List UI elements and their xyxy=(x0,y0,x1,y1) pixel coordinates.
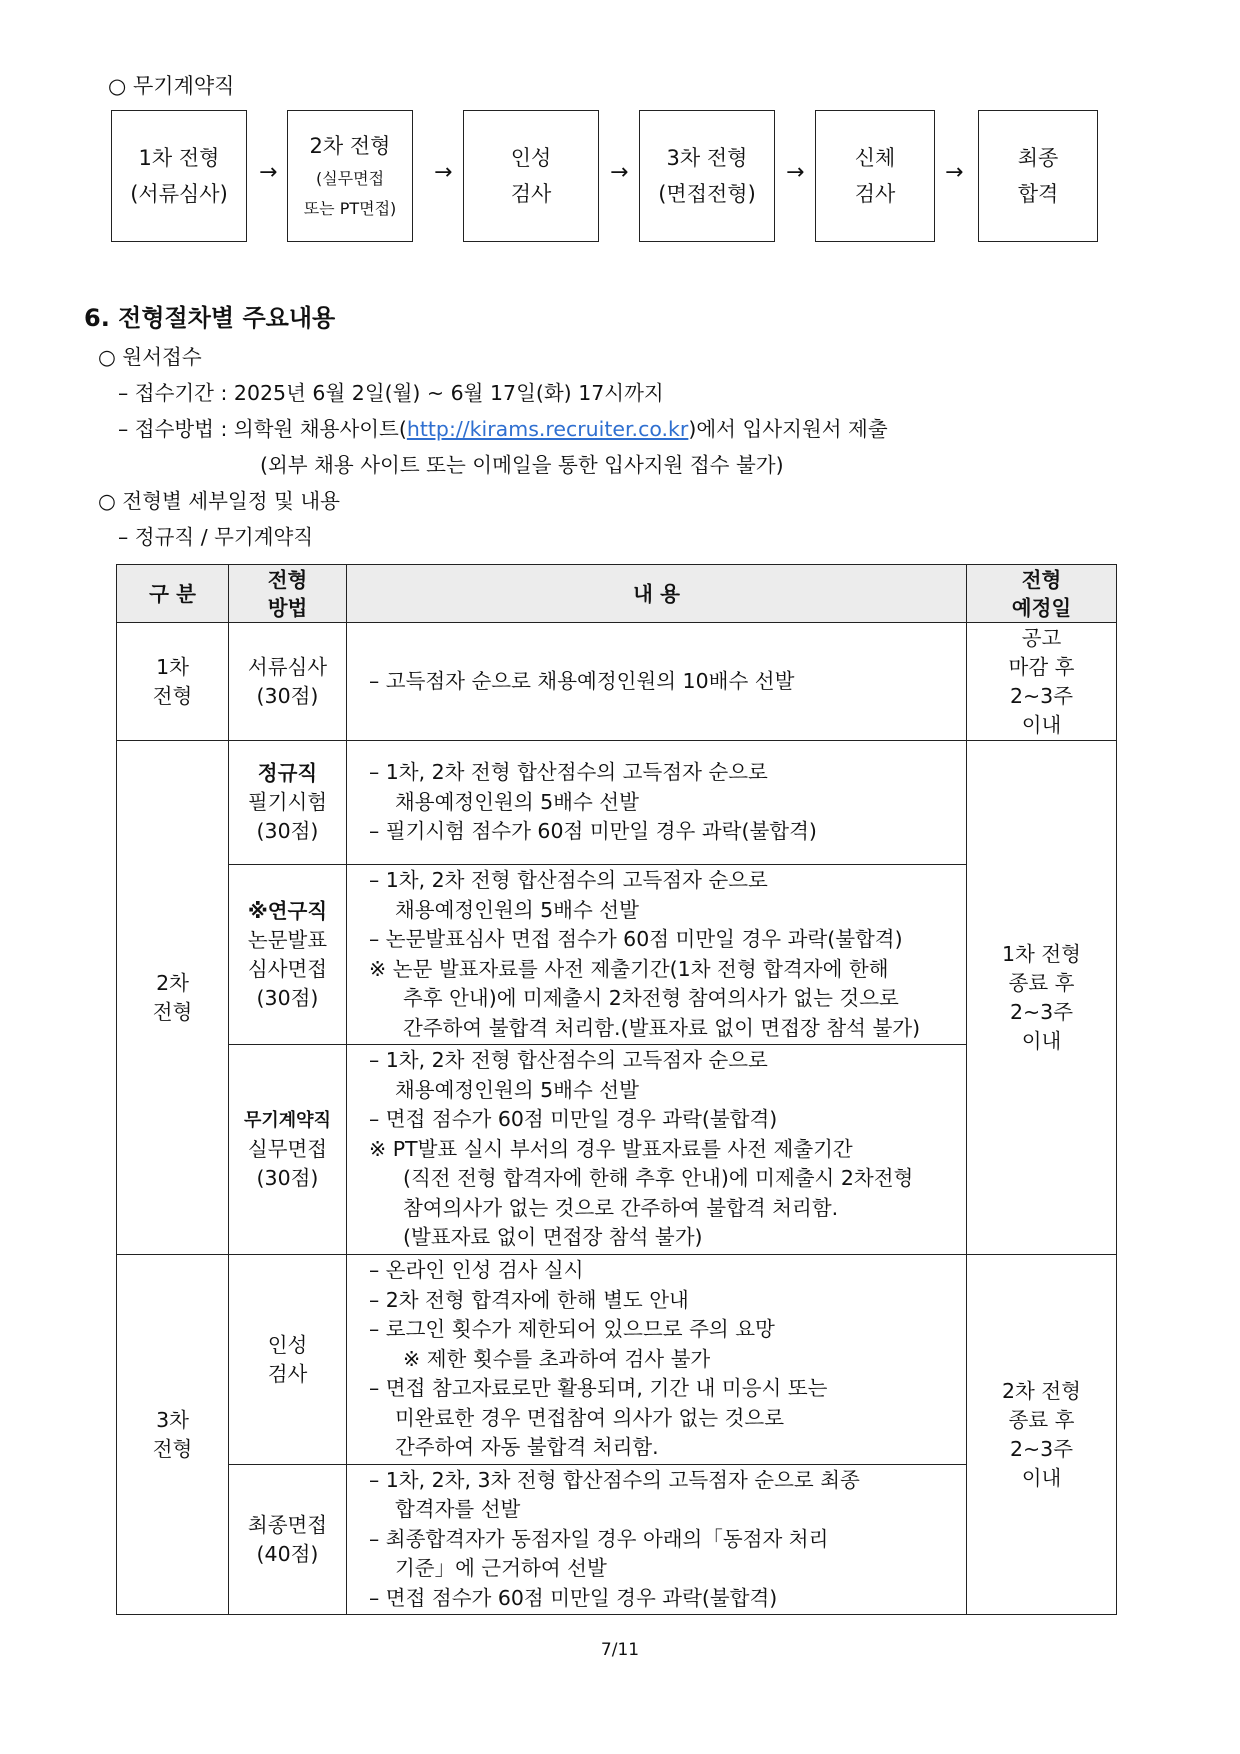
stage-1-date-line1: 공고 xyxy=(1021,625,1062,650)
stage-3-date xyxy=(967,1255,1117,1615)
stage-2b-line3: – 논문발표심사 면접 점수가 60점 미만일 경우 과락(불합격) xyxy=(369,927,903,951)
stage-1-line1: 1차 xyxy=(156,654,189,679)
stage-2c-method-line2: (30점) xyxy=(256,1166,319,1190)
stage-3-date-line1: 2차 전형 xyxy=(1002,1378,1081,1403)
flow-step-6 xyxy=(978,110,1098,242)
flow-arrow-2: → xyxy=(434,160,453,185)
flow-arrow-5: → xyxy=(945,160,964,185)
table-header-row xyxy=(117,565,1117,623)
stage-1-method xyxy=(229,623,347,741)
header-date xyxy=(967,565,1117,623)
schedule-subheading: – 정규직 / 무기계약직 xyxy=(118,525,314,549)
stage-2c-line1: – 1차, 2차 전형 합산점수의 고득점자 순으로 xyxy=(369,1048,768,1073)
stage-2b-line5: 추후 안내)에 미제출시 2차전형 참여의사가 없는 것으로 xyxy=(403,986,899,1010)
flow-step-1 xyxy=(111,110,247,242)
stage-2-date-line2: 종료 후 xyxy=(1008,970,1075,995)
stage-2-date-line3: 2~3주 xyxy=(1009,999,1074,1024)
flow-step-4 xyxy=(639,110,775,242)
stage-3b-content xyxy=(347,1465,967,1615)
stage-2b-method-line1: 논문발표 xyxy=(247,927,328,952)
stage-3a-line3: – 로그인 횟수가 제한되어 있으므로 주의 요망 xyxy=(369,1317,775,1342)
flow-step-4-line1: 3차 전형 xyxy=(666,146,748,170)
stage-2c-line2: 채용예정인원의 5배수 선발 xyxy=(395,1077,639,1102)
stage-2a-method xyxy=(229,741,347,865)
flow-step-2-line3: 또는 PT면접) xyxy=(303,199,397,218)
stage-2b-content xyxy=(347,865,967,1045)
stage-2c-method-line1: 실무면접 xyxy=(247,1137,328,1161)
flow-step-3-line1: 인성 xyxy=(510,146,552,170)
stage-1-date-line3: 2~3주 xyxy=(1009,683,1074,708)
stage-2b-tag: ※연구직 xyxy=(247,898,328,923)
stage-2b-line4: ※ 논문 발표자료를 사전 제출기간(1차 전형 합격자에 한해 xyxy=(369,956,889,981)
stage-2a-tag: 정규직 xyxy=(257,761,318,785)
stage-3b-method-line1: 최종면접 xyxy=(247,1512,328,1537)
stage-3a-line5: – 면접 참고자료로만 활용되며, 기간 내 미응시 또는 xyxy=(369,1376,828,1401)
stage-2b-line6: 간주하여 불합격 처리함.(발표자료 없이 면접장 참석 불가) xyxy=(403,1015,921,1040)
stage-2b-method xyxy=(229,865,347,1045)
stage-3b-line3: – 최종합격자가 동점자일 경우 아래의「동점자 처리 xyxy=(369,1526,829,1551)
header-method-line2: 방법 xyxy=(267,595,308,620)
stage-2c-line4: ※ PT발표 실시 부서의 경우 발표자료를 사전 제출기간 xyxy=(369,1136,853,1161)
stage-3-cell xyxy=(117,1255,229,1615)
stage-3a-content xyxy=(347,1255,967,1465)
stage-1-line2: 전형 xyxy=(152,683,193,708)
stage-2c-content xyxy=(347,1045,967,1255)
header-content: 내 용 xyxy=(347,565,967,623)
flow-step-3 xyxy=(463,110,599,242)
flow-arrow-3: → xyxy=(610,160,629,185)
stage-2c-line3: – 면접 점수가 60점 미만일 경우 과락(불합격) xyxy=(369,1107,778,1132)
flow-step-2-line2: (실무면접 xyxy=(315,169,385,188)
recruit-site-link[interactable]: http://kirams.recruiter.co.kr xyxy=(406,417,689,441)
stage-2c-method xyxy=(229,1045,347,1255)
stage-2-date xyxy=(967,741,1117,1255)
flow-step-4-line2: (면접전형) xyxy=(658,182,756,206)
stage-3b-line5: – 면접 점수가 60점 미만일 경우 과락(불합격) xyxy=(369,1585,778,1610)
stage-2b-line1: – 1차, 2차 전형 합산점수의 고득점자 순으로 xyxy=(369,868,768,892)
stage-2-date-line1: 1차 전형 xyxy=(1002,941,1081,966)
stage-3b-method xyxy=(229,1465,347,1615)
section-title: 6. 전형절차별 주요내용 xyxy=(84,304,336,332)
stage-3a-line1: – 온라인 인성 검사 실시 xyxy=(369,1258,584,1283)
stage-2a-content xyxy=(347,741,967,865)
stage-1-date-line4: 이내 xyxy=(1021,712,1062,737)
stage-3-line1: 3차 xyxy=(156,1407,189,1432)
stage-3a-line6: 미완료한 경우 면접참여 의사가 없는 것으로 xyxy=(395,1405,785,1430)
schedule-heading: ○ 전형별 세부일정 및 내용 xyxy=(98,489,340,513)
flow-step-6-line2: 합격 xyxy=(1017,182,1059,206)
stage-2c-line7: (발표자료 없이 면접장 참석 불가) xyxy=(403,1225,703,1250)
stage-1-method-line1: 서류심사 xyxy=(247,654,328,679)
flow-step-3-line2: 검사 xyxy=(510,182,552,206)
flow-label: ○ 무기계약직 xyxy=(108,74,235,98)
page-number: 7/11 xyxy=(600,1640,640,1660)
application-method xyxy=(118,412,888,442)
stage-3a-method-line2: 검사 xyxy=(267,1361,308,1386)
stage-2c-line6: 참여의사가 없는 것으로 간주하여 불합격 처리함. xyxy=(403,1195,839,1220)
stage-3b-method-line2: (40점) xyxy=(256,1541,319,1566)
flow-step-1-line1: 1차 전형 xyxy=(138,146,220,170)
stage-2-line1: 2차 xyxy=(156,970,189,995)
header-method xyxy=(229,565,347,623)
table-row xyxy=(117,1255,1117,1465)
flow-step-5 xyxy=(815,110,935,242)
stage-2b-method-line3: (30점) xyxy=(256,985,319,1010)
flow-step-5-line1: 신체 xyxy=(854,146,896,170)
stage-3-date-line2: 종료 후 xyxy=(1008,1407,1075,1432)
stage-1-cell xyxy=(117,623,229,741)
stage-2a-line2: 채용예정인원의 5배수 선발 xyxy=(395,789,639,814)
table-row xyxy=(117,741,1117,865)
stage-3a-line2: – 2차 전형 합격자에 한해 별도 안내 xyxy=(369,1287,689,1312)
stage-2-date-line4: 이내 xyxy=(1021,1028,1062,1053)
stage-2-line2: 전형 xyxy=(152,999,193,1024)
header-category: 구 분 xyxy=(117,565,229,623)
flow-step-2-line1: 2차 전형 xyxy=(309,134,391,158)
stage-2c-line5: (직전 전형 합격자에 한해 추후 안내)에 미제출시 2차전형 xyxy=(403,1166,914,1191)
table-row xyxy=(117,623,1117,741)
stage-2b-line2: 채용예정인원의 5배수 선발 xyxy=(395,897,639,922)
stage-1-method-line2: (30점) xyxy=(256,683,319,708)
flow-step-6-line1: 최종 xyxy=(1017,146,1059,170)
schedule-table xyxy=(116,564,1117,1615)
application-period: – 접수기간 : 2025년 6월 2일(월) ~ 6월 17일(화) 17시까지 xyxy=(118,381,664,405)
stage-3a-method xyxy=(229,1255,347,1465)
stage-3a-method-line1: 인성 xyxy=(267,1332,308,1357)
stage-2a-method-line2: (30점) xyxy=(256,819,319,843)
stage-3a-line4: ※ 제한 횟수를 초과하여 검사 불가 xyxy=(403,1346,711,1371)
stage-2a-method-line1: 필기시험 xyxy=(247,790,328,814)
flow-arrow-1: → xyxy=(259,160,278,185)
flow-step-5-line2: 검사 xyxy=(854,182,896,206)
stage-1-content xyxy=(347,623,967,741)
flow-arrow-4: → xyxy=(786,160,805,185)
flow-step-1-line2: (서류심사) xyxy=(130,182,228,206)
stage-3-date-line3: 2~3주 xyxy=(1009,1436,1074,1461)
stage-1-date-line2: 마감 후 xyxy=(1008,654,1075,679)
stage-2a-line1: – 1차, 2차 전형 합산점수의 고득점자 순으로 xyxy=(369,760,768,785)
stage-2-cell xyxy=(117,741,229,1255)
header-date-line1: 전형 xyxy=(1021,567,1062,592)
stage-3-date-line4: 이내 xyxy=(1021,1465,1062,1490)
application-method-suffix: )에서 입사지원서 제출 xyxy=(688,417,888,441)
application-method-prefix: – 접수방법 : 의학원 채용사이트( xyxy=(118,417,407,441)
stage-3a-line7: 간주하여 자동 불합격 처리함. xyxy=(395,1435,659,1460)
stage-2b-method-line2: 심사면접 xyxy=(247,956,328,981)
stage-2c-tag: 무기계약직 xyxy=(244,1110,331,1131)
application-method-note: (외부 채용 사이트 또는 이메일을 통한 입사지원 접수 불가) xyxy=(260,453,784,477)
stage-3b-line1: – 1차, 2차, 3차 전형 합산점수의 고득점자 순으로 최종 xyxy=(369,1467,860,1492)
stage-1-content-line: – 고득점자 순으로 채용예정인원의 10배수 선발 xyxy=(369,668,795,693)
stage-1-date xyxy=(967,623,1117,741)
stage-3-line2: 전형 xyxy=(152,1436,193,1461)
header-method-line1: 전형 xyxy=(267,567,308,592)
stage-3b-line4: 기준」에 근거하여 선발 xyxy=(395,1556,607,1581)
stage-2a-line3: – 필기시험 점수가 60점 미만일 경우 과락(불합격) xyxy=(369,819,817,844)
header-date-line2: 예정일 xyxy=(1011,595,1072,620)
flow-step-2 xyxy=(287,110,413,242)
application-heading: ○ 원서접수 xyxy=(98,345,202,369)
stage-3b-line2: 합격자를 선발 xyxy=(395,1497,521,1522)
